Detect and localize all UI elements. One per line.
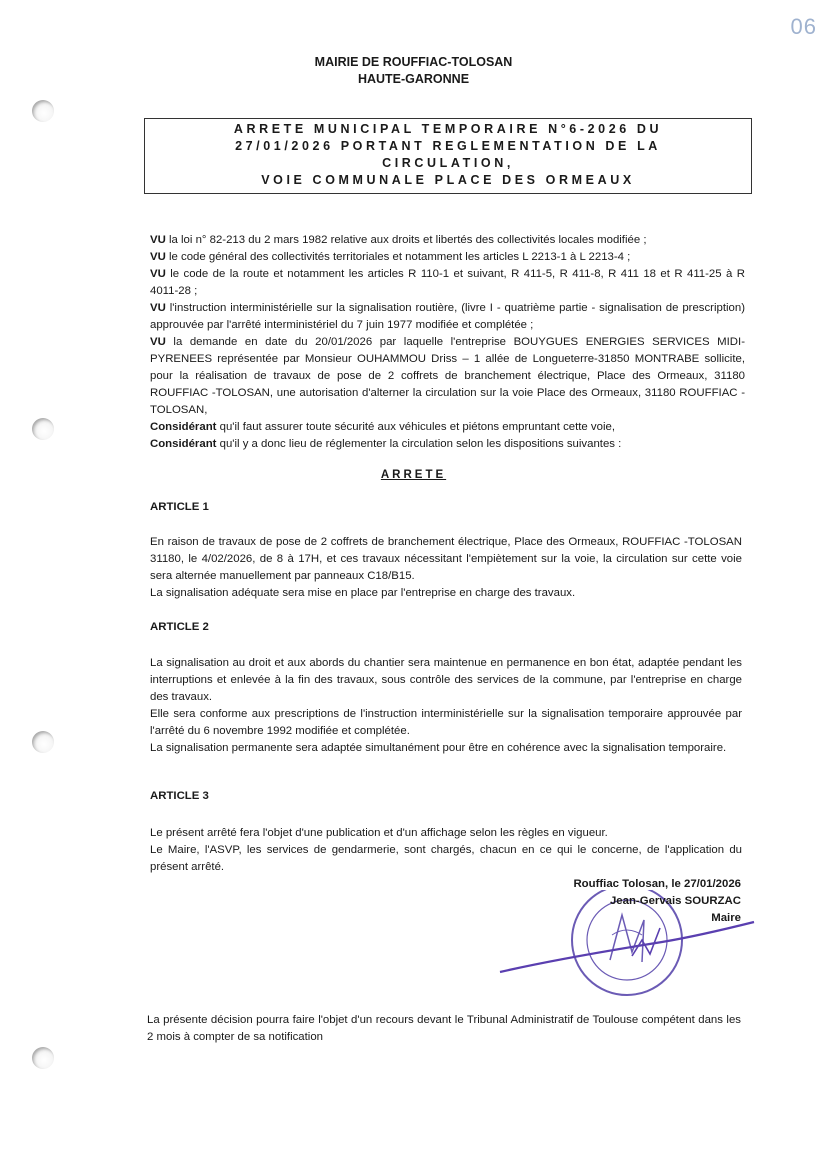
title-line: VOIE COMMUNALE PLACE DES ORMEAUX <box>261 173 635 187</box>
article-paragraph: Le présent arrêté fera l'objet d'une publication et d'un affichage selon les règles en vigueur. <box>150 827 608 839</box>
signatory-role: Maire <box>711 912 741 924</box>
article-paragraph: La signalisation permanente sera adaptée simultanément pour être en cohérence avec la signalisation temporaire. <box>150 742 727 754</box>
title-line: 27/01/2026 PORTANT REGLEMENTATION DE LA <box>235 139 661 153</box>
visa-item: VU la demande en date du 20/01/2026 par laquelle l'entreprise BOUYGUES ENERGIES SERVICES MIDI-PYRENEES représentée par Monsieur OUHAMMOU Driss – 1 allée de Longueterre-31850 MONTRABE sollicite, pour la réalisation de travaux de pose de 2 coffrets de branchement électrique, Place des Ormeaux, 31180 ROUFFIAC -TOLOSAN, une autorisation d'alterner la circulation sur la voie Place des Ormeaux, 31180 ROUFFIAC -TOLOSAN, <box>150 336 745 416</box>
article-3-title: ARTICLE 3 <box>150 790 209 802</box>
signatory-name: Jean-Gervais SOURZAC <box>609 895 741 907</box>
article-paragraph: La signalisation adéquate sera mise en place par l'entreprise en charge des travaux. <box>150 587 576 599</box>
visa-item: VU l'instruction interministérielle sur la signalisation routière, (livre I - quatrième partie - signalisation de prescription) approuvée par l'arrêté interministériel du 7 juin 1977 modifiée et complétée ; <box>150 302 745 331</box>
title-line: CIRCULATION, <box>382 156 514 170</box>
article-paragraph: Elle sera conforme aux prescriptions de l'instruction interministérielle sur la signalisation temporaire approuvée par l'arrêté du 6 novembre 1992 modifiée et complétée. <box>150 708 742 737</box>
title-line: ARRETE MUNICIPAL TEMPORAIRE N°6-2026 DU <box>233 122 663 136</box>
article-2-title: ARTICLE 2 <box>150 621 209 633</box>
article-1-body <box>150 534 742 602</box>
article-paragraph: En raison de travaux de pose de 2 coffrets de branchement électrique, Place des Ormeaux, ROUFFIAC -TOLOSAN 31180, le 4/02/2026, de 8 à 17H, et ces travaux nécessitant l'empiètement sur la voie, la circulation sur cette voie sera alternée manuellement par panneaux C18/B15. <box>150 536 742 582</box>
decree-heading: ARRETE <box>380 469 447 481</box>
binder-hole <box>32 418 54 440</box>
visa-item: VU le code de la route et notamment les articles R 110-1 et suivant, R 411-5, R 411-8, R 411 18 et R 411-25 à R 4011-28 ; <box>150 268 745 297</box>
departement-name: HAUTE-GARONNE <box>357 72 470 86</box>
considerant-item: Considérant qu'il y a donc lieu de réglementer la circulation selon les dispositions suivantes : <box>150 438 622 450</box>
binder-hole <box>32 731 54 753</box>
document-header <box>0 54 827 88</box>
binder-hole <box>32 1047 54 1069</box>
article-2-body <box>150 655 742 757</box>
appeal-notice: La présente décision pourra faire l'objet d'un recours devant le Tribunal Administratif de Toulouse compétent dans les 2 mois à compter de sa notification <box>147 1014 741 1043</box>
page-number: 06 <box>790 14 817 39</box>
visa-item: VU le code général des collectivités territoriales et notamment les articles L 2213-1 à L 2213-4 ; <box>150 251 631 263</box>
article-paragraph: Le Maire, l'ASVP, les services de gendarmerie, sont chargés, chacun en ce qui le concerne, de l'application du présent arrêté. <box>150 844 742 873</box>
considerant-item: Considérant qu'il faut assurer toute sécurité aux véhicules et piétons empruntant cette voie, <box>150 421 615 433</box>
visa-item: VU la loi n° 82-213 du 2 mars 1982 relative aux droits et libertés des collectivités locales modifiée ; <box>150 234 647 246</box>
article-1-title: ARTICLE 1 <box>150 501 209 513</box>
mairie-name: MAIRIE DE ROUFFIAC-TOLOSAN <box>314 55 513 69</box>
binder-hole <box>32 100 54 122</box>
decree-title-box <box>144 118 752 194</box>
signature-block <box>573 876 741 927</box>
signature-place-date: Rouffiac Tolosan, le 27/01/2026 <box>573 878 741 890</box>
visas-section <box>150 232 745 453</box>
article-paragraph: La signalisation au droit et aux abords du chantier sera maintenue en permanence en bon état, adaptée pendant les interruptions et enlevée à la fin des travaux, sous contrôle des services de la commune, par l'entreprise en charge des travaux. <box>150 657 742 703</box>
article-3-body <box>150 825 742 876</box>
